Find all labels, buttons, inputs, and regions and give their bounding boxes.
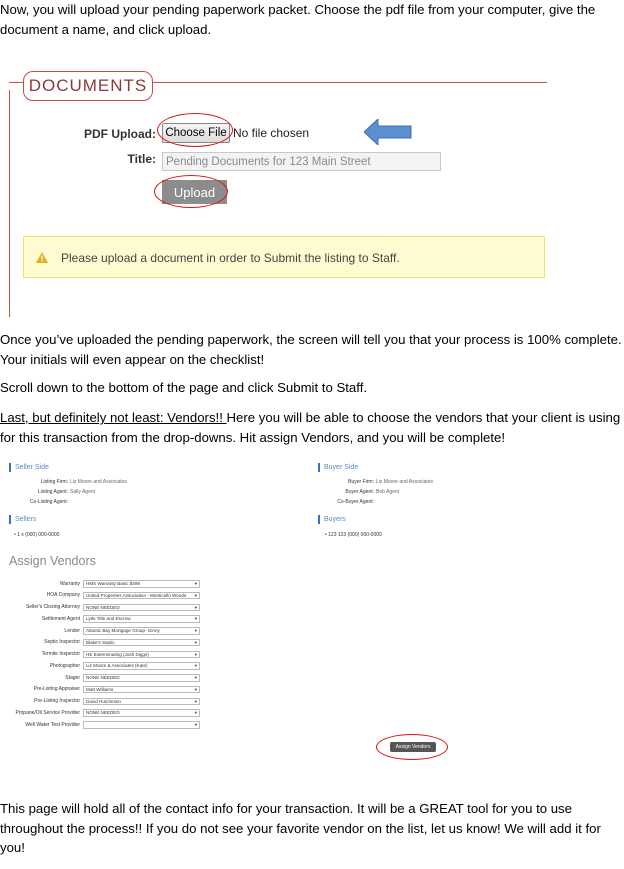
- seller-item-text: 1 x (000) 000-0000: [17, 532, 60, 538]
- warning-text: Please upload a document in order to Submit the listing to Staff.: [61, 251, 400, 265]
- vendor-select[interactable]: [83, 698, 200, 706]
- warning-alert: [23, 236, 545, 278]
- buyer-list-item: • 123 123 (000) 000-0000: [325, 532, 382, 538]
- seller-list-item: • 1 x (000) 000-0000: [14, 532, 60, 538]
- vendor-select[interactable]: [83, 604, 200, 612]
- vendor-label: Termite Inspector: [41, 651, 80, 657]
- vendor-label: Well Water Test Provider: [25, 721, 80, 728]
- chevron-down-icon: ▾: [194, 592, 197, 598]
- vendor-select-value: NONE NEEDED: [86, 710, 120, 716]
- chevron-down-icon: ▾: [194, 651, 197, 657]
- chevron-down-icon: ▾: [194, 604, 197, 610]
- choose-file-button[interactable]: Choose File: [162, 123, 230, 143]
- vendor-select[interactable]: [83, 639, 200, 647]
- no-file-text: No file chosen: [233, 126, 310, 140]
- assign-vendors-button[interactable]: Assign Vendors: [390, 742, 436, 752]
- buyers-heading: Buyers: [318, 515, 346, 524]
- chevron-down-icon: ▾: [194, 628, 197, 633]
- vendor-label: Septic Inspector: [44, 639, 80, 646]
- vendor-select-value: HE Exterminating (Josh Diggs): [86, 651, 149, 657]
- vendor-select[interactable]: [83, 580, 200, 588]
- vendor-select[interactable]: [83, 721, 200, 729]
- vendor-label: Pre-Listing Appraiser: [33, 686, 80, 693]
- vendor-select-value: United Properties Association - Monticello Woods: [86, 592, 187, 598]
- paragraph-vendors: [0, 408, 622, 447]
- vendor-select-value: NONE NEEDED: [86, 604, 120, 610]
- vendor-label: Settlement Agent: [41, 615, 80, 622]
- chevron-down-icon: ▾: [194, 616, 197, 622]
- vendor-select-value: Liz Moore & Associates (Kate): [86, 663, 148, 669]
- seller-side-heading: Seller Side: [9, 463, 49, 472]
- vendor-label: Stager: [65, 674, 80, 681]
- vendor-select-value: Atlantic Bay Mortgage Group- Ginny: [86, 628, 160, 633]
- vendor-select-value: Blake's Septic: [86, 639, 115, 645]
- intro-paragraph: Now, you will upload your pending paperwork packet. Choose the pdf file from your computer, give the document a name, and click upload.: [0, 2, 596, 37]
- chevron-down-icon: ▾: [194, 710, 197, 716]
- vendor-label: Photographer: [49, 662, 80, 669]
- buyer-firm-label: Buyer Firm:: [348, 479, 374, 485]
- highlight-ellipse: [157, 113, 233, 147]
- buyer-agent-label: Buyer Agent:: [345, 489, 374, 495]
- arrow-left-icon: [364, 119, 412, 145]
- buyer-agent-value: Bob Agent: [376, 489, 400, 495]
- chevron-down-icon: ▾: [194, 639, 197, 645]
- chevron-down-icon: ▾: [194, 686, 197, 692]
- co-listing-agent-label: Co-Listing Agent:: [29, 499, 68, 505]
- panel-left-rule: [9, 90, 10, 317]
- vendor-label: Warranty: [59, 580, 80, 587]
- vendor-label: Lender: [64, 627, 80, 634]
- title-input[interactable]: Pending Documents for 123 Main Street: [162, 152, 441, 171]
- highlight-ellipse: [154, 175, 228, 208]
- title-label: Title:: [127, 152, 156, 166]
- paragraph-scroll: Scroll down to the bottom of the page and click Submit to Staff.: [0, 380, 368, 395]
- vendor-select[interactable]: [83, 674, 200, 682]
- paragraph-complete: Once you’ve uploaded the pending paperwork, the screen will tell you that your process is 100% complete. Your initials will even appear on the checklist!: [0, 332, 622, 367]
- assign-vendors-title: Assign Vendors: [9, 554, 96, 568]
- vendor-select-value: HMS Warranty Basic $499: [86, 581, 140, 586]
- listing-firm-label: Listing Firm:: [40, 479, 68, 485]
- vendor-select[interactable]: [83, 592, 200, 600]
- buyer-item-text: 123 123 (000) 000-0000: [328, 532, 382, 538]
- vendors-text: Here you will be able to choose the vendors that your client is using for this transaction from the drop-downs. Hit assign Vendors, and you will be complete!: [0, 410, 621, 445]
- vendor-select-value: NONE NEEDED: [86, 675, 120, 680]
- pdf-upload-label: PDF Upload:: [84, 127, 156, 141]
- highlight-ellipse: [376, 734, 448, 760]
- listing-agent-label: Listing Agent:: [37, 489, 68, 495]
- chevron-down-icon: ▾: [194, 675, 197, 680]
- sellers-heading: Sellers: [9, 515, 36, 524]
- vendor-select[interactable]: [83, 615, 200, 623]
- vendor-label: HOA Company: [46, 592, 80, 599]
- vendors-underline-text: Last, but definitely not least: Vendors!!: [0, 410, 227, 425]
- upload-button[interactable]: Upload: [162, 180, 227, 204]
- vendor-select-value: Matt Williams: [86, 686, 114, 692]
- vendor-select[interactable]: [83, 709, 200, 717]
- listing-agent-value: Sally Agent: [70, 489, 96, 495]
- buyer-firm-value: Liz Moore and Associates: [376, 479, 433, 485]
- chevron-down-icon: ▾: [194, 698, 197, 704]
- co-buyer-agent-label: Co-Buyer Agent:: [337, 499, 374, 505]
- chevron-down-icon: ▾: [194, 581, 197, 586]
- vendor-select[interactable]: [83, 627, 200, 635]
- vendor-label: Propane/Oil Service Provider: [15, 709, 80, 716]
- warning-icon: [36, 252, 48, 263]
- chevron-down-icon: ▾: [194, 722, 197, 727]
- documents-heading: DOCUMENTS: [23, 71, 153, 101]
- vendor-select[interactable]: [83, 662, 200, 670]
- vendor-select[interactable]: [83, 651, 200, 659]
- listing-firm-value: Liz Moore and Associates: [70, 479, 127, 485]
- vendor-select-value: David Hutcheson: [86, 698, 121, 704]
- vendor-select-value: Lytle Title and Escrow: [86, 616, 131, 622]
- vendors-screenshot: [0, 458, 620, 768]
- chevron-down-icon: ▾: [194, 663, 197, 669]
- closing-paragraph: This page will hold all of the contact info for your transaction. It will be a GREAT tool for you to use throughout the process!! If you do not see your favorite vendor on the list, let us know! We will add it for you!: [0, 801, 601, 855]
- vendor-select[interactable]: [83, 686, 200, 694]
- buyer-side-heading: Buyer Side: [318, 463, 358, 472]
- vendor-label: Seller's Closing Attorney: [25, 604, 80, 610]
- vendor-label: Pre-Listing Inspector: [34, 698, 80, 704]
